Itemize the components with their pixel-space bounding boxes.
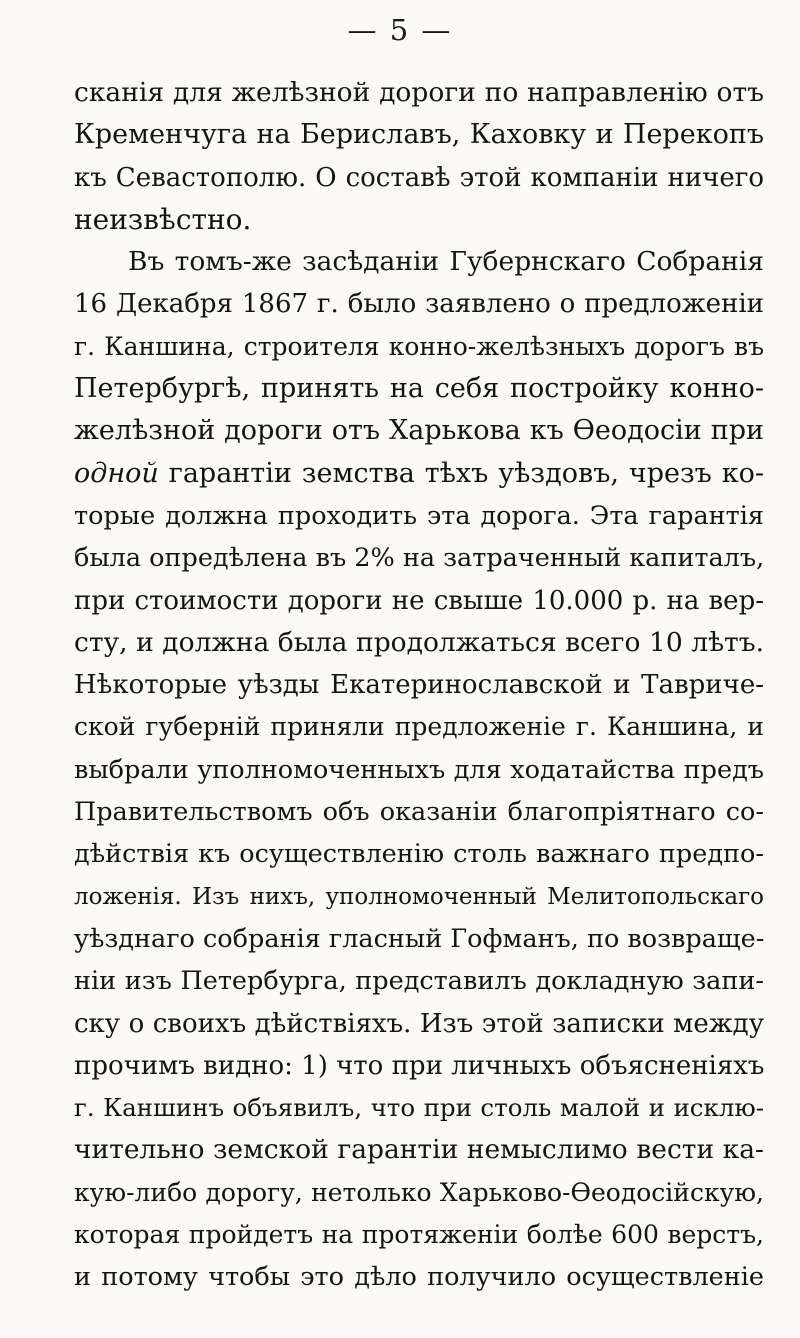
text-line: ложенія. Изъ нихъ, уполномоченный Мелитопольскаго [74, 883, 764, 910]
text-line: неизвѣстно. [74, 202, 252, 236]
text-line: торые должна проходить эта дорога. Эта гарантія [74, 500, 764, 531]
text-line: Петербургѣ, принять на себя постройку конно- [74, 373, 764, 405]
text-line: и потому чтобы это дѣло получило осуществленіе [74, 1262, 764, 1293]
text-line: прочимъ видно: 1) что при личныхъ объясненіяхъ [74, 1050, 764, 1081]
text-line: къ Севастополю. О составѣ этой компаніи ничего [74, 162, 764, 193]
page-number: — 5 — [347, 13, 453, 47]
text-line: была опредѣлена въ 2% на затраченный капиталъ, [74, 543, 764, 574]
text-line: 16 Декабря 1867 г. было заявлено о предложеніи [74, 289, 764, 320]
text-line: при стоимости дороги не свыше 10.000 р. на вер- [74, 585, 764, 616]
text-line: дѣйствія къ осуществленію столь важнаго предпо- [74, 839, 764, 870]
text-line: г. Каншинъ объявилъ, что при столь малой и исклю- [74, 1093, 764, 1123]
text-line: ніи изъ Петербурга, представилъ докладную запи- [74, 966, 764, 997]
text-line: ской губерній приняли предложеніе г. Каншина, и [74, 712, 764, 742]
text-line: сту, и должна была продолжаться всего 10 лѣтъ. [74, 626, 764, 658]
text-line: Кременчуга на Бериславъ, Каховку и Перекопъ [74, 119, 764, 151]
text-line: уѣзднаго собранія гласный Гофманъ, по возвраще- [74, 923, 764, 954]
italic-word: одной [74, 457, 159, 489]
text-line-with-italic: одной гарантіи земства тѣхъ уѣздовъ, чрезъ ко- [74, 457, 764, 489]
text-line: г. Каншина, строителя конно-желѣзныхъ дорогъ въ [74, 331, 764, 361]
text-line: ску о своихъ дѣйствіяхъ. Изъ этой записки между [74, 1008, 764, 1039]
text-line: сканія для желѣзной дороги по направленію отъ [74, 77, 764, 108]
text-line: которая пройдетъ на протяженіи болѣе 600 верстъ, [74, 1220, 764, 1250]
text-line: желѣзной дороги отъ Харькова къ Ѳеодосіи при [74, 415, 764, 447]
text-line-paragraph-start: Въ томъ-же засѣданіи Губернскаго Собранія [128, 246, 764, 278]
text-line: Нѣкоторые уѣзды Екатеринославской и Тавриче- [74, 670, 764, 701]
text-line: выбрали уполномоченныхъ для ходатайства предъ [74, 754, 764, 785]
text-line: кую-либо дорогу, нетолько Харьково-Ѳеодосійскую, [74, 1177, 764, 1207]
text-line: Правительствомъ объ оказаніи благопріятнаго со- [74, 797, 764, 828]
page-body-text [74, 72, 764, 1299]
text-line: чительно земской гарантіи немыслимо вести ка- [74, 1134, 764, 1166]
